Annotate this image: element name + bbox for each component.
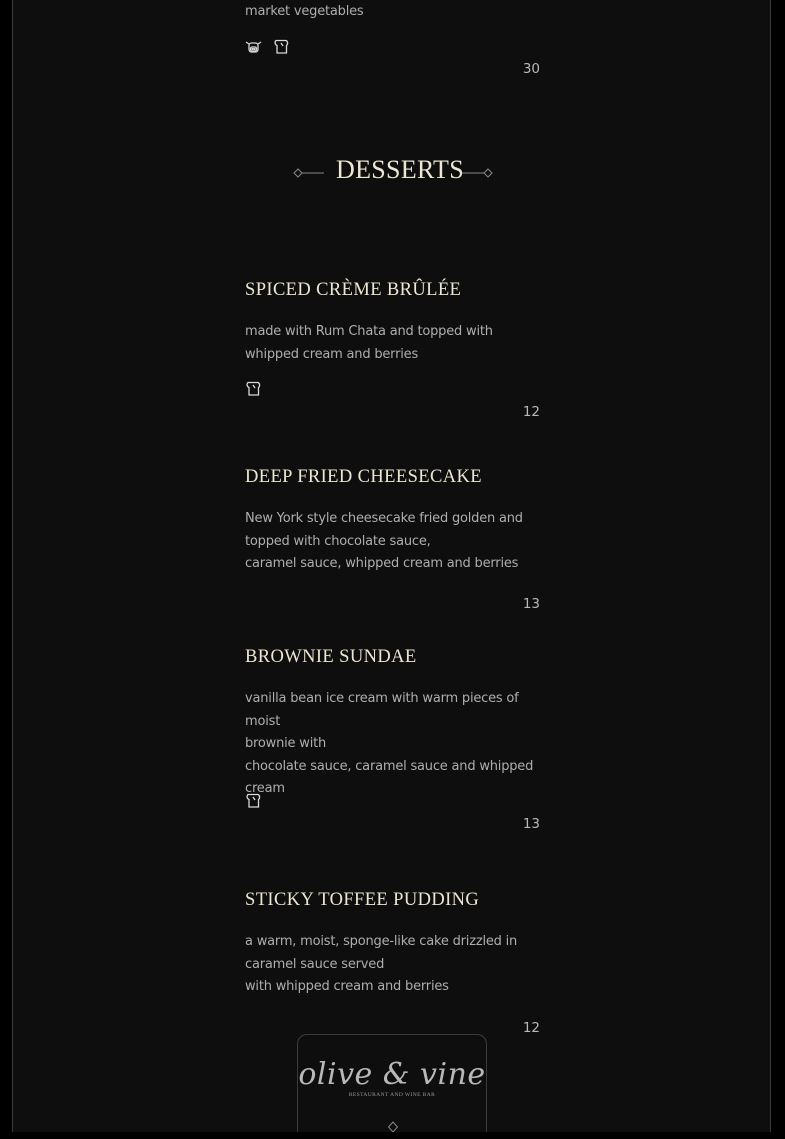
description-line: cream: [245, 781, 285, 796]
description-line: topped with chocolate sauce,: [245, 533, 431, 549]
description-line: made with Rum Chata and topped with: [245, 324, 493, 339]
bread-icon: [245, 793, 262, 808]
description-line: New York style cheesecake fried golden and: [245, 511, 523, 526]
logo-card: [297, 1034, 487, 1139]
item-price: 30: [522, 61, 540, 77]
item-description: [245, 321, 545, 366]
bread-icon: [273, 39, 290, 54]
item-price: 12: [522, 404, 540, 420]
description-line: caramel sauce, whipped cream and berries: [245, 556, 519, 571]
item-price: 13: [522, 596, 540, 612]
description-line: brownie with: [245, 736, 327, 751]
description-line: caramel sauce served: [245, 956, 385, 972]
logo-tagline: RESTAURANT AND WINE BAR: [348, 1092, 436, 1098]
logo: olive & vine: [298, 1057, 486, 1092]
item-price: 13: [522, 816, 540, 832]
cow-icon: [245, 39, 262, 54]
description-line: market vegetables: [245, 4, 364, 19]
item-title: DEEP FRIED CHEESECAKE: [245, 467, 482, 487]
description-line: with whipped cream and berries: [245, 979, 449, 994]
item-description: [245, 931, 545, 999]
description-line: chocolate sauce, caramel sauce and whipped: [245, 758, 534, 774]
description-line: whipped cream and berries: [245, 346, 419, 362]
item-title: STICKY TOFFEE PUDDING: [245, 890, 480, 910]
item-title: SPICED CRÈME BRÛLÉE: [245, 280, 462, 300]
description-line: a warm, moist, sponge-like cake drizzled in: [245, 934, 518, 949]
ornament-left: [293, 166, 325, 184]
ornament-right: [461, 166, 493, 184]
item-description: [245, 1, 545, 24]
item-description: [245, 508, 545, 576]
description-line: vanilla bean ice cream with warm pieces of moist: [245, 691, 519, 729]
item-title: BROWNIE SUNDAE: [245, 647, 417, 667]
bread-icon: [245, 381, 262, 396]
section-title: DESSERTS: [336, 155, 464, 184]
bottom-edge: [0, 1132, 785, 1139]
item-price: 12: [522, 1020, 540, 1036]
item-description: [245, 688, 545, 801]
